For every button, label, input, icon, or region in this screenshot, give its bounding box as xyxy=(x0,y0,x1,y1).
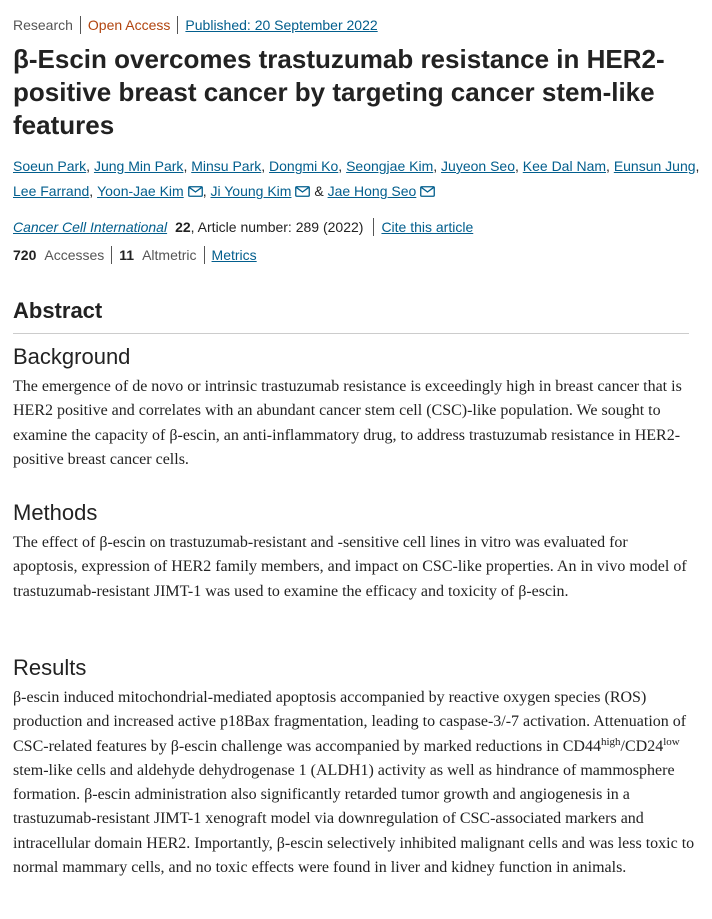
author-link[interactable]: Ji Young Kim xyxy=(210,183,292,199)
accesses-label: Accesses xyxy=(44,247,105,263)
results-text-part: stem-like cells and aldehyde dehydrogenase 1 (ALDH1) activity as well as hindrance of mammosphere formation. β-escin administration also significantly retarded tumor growth and angiogenesis in a trastuzumab-resistant JIMT-1 xenograft model via downregulation of CSC-associated markers and intracellular domain HER2. Importantly, β-escin selectively inhibited malignant cells and was less toxic to normal mammary cells, and no toxic effects were found in liver and kidney function in animals. xyxy=(13,761,695,877)
divider xyxy=(204,246,205,264)
author-item xyxy=(191,158,269,174)
author-link[interactable]: Soeun Park xyxy=(13,158,87,174)
metrics-link[interactable]: Metrics xyxy=(211,247,257,263)
author-link[interactable]: Minsu Park xyxy=(191,158,262,174)
author-item xyxy=(614,158,700,174)
author-link[interactable]: Juyeon Seo xyxy=(441,158,515,174)
author-separator: , xyxy=(338,158,347,174)
author-item xyxy=(13,158,94,174)
background-paragraph: The emergence of de novo or intrinsic trastuzumab resistance is exceedingly high in breast cancer that is HER2 positive and correlates with an abundant cancer stem cell (CSC)-like population. We sought to examine the capacity of β-escin, an anti-inflammatory drug, to address trastuzumab resistance in HER2-positive breast cancer cells. xyxy=(13,378,682,468)
results-heading: Results xyxy=(13,655,87,680)
article-metrics xyxy=(13,244,257,266)
article-title: β-Escin overcomes trastuzumab resistance in HER2-positive breast cancer by targeting cancer stem-like features xyxy=(13,44,665,140)
article-number: , Article number: 289 (2022) xyxy=(190,219,364,235)
author-link[interactable]: Dongmi Ko xyxy=(269,158,339,174)
email-icon[interactable] xyxy=(295,186,310,197)
results-text-part: /CD24 xyxy=(620,737,664,755)
altmetric-count: 11 xyxy=(119,247,135,263)
author-item xyxy=(211,183,328,199)
accesses-count: 720 xyxy=(13,247,37,263)
author-separator: , xyxy=(695,158,700,174)
background-heading: Background xyxy=(13,344,131,369)
article-meta xyxy=(13,14,378,36)
results-text-part: β-escin induced mitochondrial-mediated apoptosis accompanied by reactive oxygen species (ROS) production and increased active p18Bax fragmentation, leading to caspase-3/-7 activation. Attenuation of CSC-related features by β-escin challenge was accompanied by marked reductions in CD44 xyxy=(13,689,687,755)
article-type: Research xyxy=(13,17,73,33)
divider xyxy=(111,246,112,264)
author-separator: , xyxy=(261,158,270,174)
journal-name-link[interactable]: Cancer Cell International xyxy=(13,219,168,235)
results-paragraph xyxy=(13,686,695,880)
cite-this-article-link[interactable]: Cite this article xyxy=(381,219,474,235)
author-separator: , xyxy=(89,183,98,199)
author-separator: , xyxy=(202,183,211,199)
author-item xyxy=(346,158,441,174)
superscript-low: low xyxy=(663,735,680,748)
author-separator: , xyxy=(514,158,523,174)
author-link[interactable]: Yoon-Jae Kim xyxy=(97,183,184,199)
author-separator: , xyxy=(606,158,614,174)
author-item xyxy=(94,158,191,174)
journal-info xyxy=(13,216,473,238)
author-separator: & xyxy=(310,183,328,199)
email-icon[interactable] xyxy=(420,186,435,197)
author-link[interactable]: Lee Farrand xyxy=(13,183,90,199)
author-item xyxy=(13,183,97,199)
divider xyxy=(177,16,178,34)
author-list xyxy=(13,154,703,204)
superscript-high: high xyxy=(600,735,621,748)
author-item xyxy=(523,158,614,174)
author-separator: , xyxy=(433,158,442,174)
author-link[interactable]: Eunsun Jung xyxy=(613,158,696,174)
published-date-link[interactable]: Published: 20 September 2022 xyxy=(185,17,378,33)
author-link[interactable]: Jung Min Park xyxy=(93,158,184,174)
author-item xyxy=(441,158,523,174)
divider xyxy=(80,16,81,34)
methods-heading: Methods xyxy=(13,500,98,525)
methods-paragraph: The effect of β-escin on trastuzumab-resistant and -sensitive cell lines in vitro was evaluated for apoptosis, expression of HER2 family members, and impact on CSC-like properties. An in vivo model of trastuzumab-resistant JIMT-1 was used to examine the efficacy and toxicity of β-escin. xyxy=(13,534,687,600)
author-link[interactable]: Jae Hong Seo xyxy=(327,183,417,199)
author-item xyxy=(269,158,346,174)
author-item xyxy=(97,183,210,199)
abstract-divider xyxy=(13,333,689,334)
divider xyxy=(373,218,374,236)
abstract-heading: Abstract xyxy=(13,298,103,323)
author-link[interactable]: Seongjae Kim xyxy=(346,158,434,174)
email-icon[interactable] xyxy=(188,186,203,197)
journal-volume: 22 xyxy=(175,219,191,235)
author-separator: , xyxy=(86,158,94,174)
open-access-badge: Open Access xyxy=(87,17,171,33)
author-item xyxy=(328,183,436,199)
author-link[interactable]: Kee Dal Nam xyxy=(522,158,607,174)
author-separator: , xyxy=(183,158,192,174)
altmetric-label: Altmetric xyxy=(142,247,197,263)
